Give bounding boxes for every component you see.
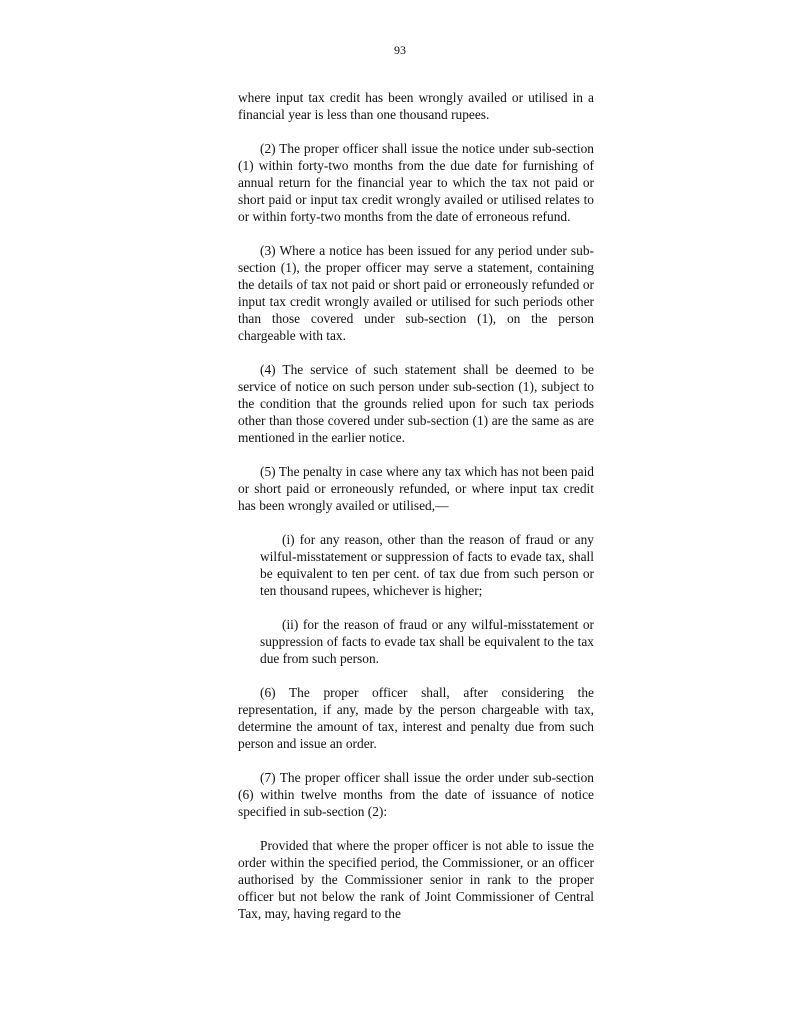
paragraph-subsection-5: (5) The penalty in case where any tax which has not been paid or short paid or erroneously refunded, or where input tax credit has been wrongly availed or utilised,— bbox=[238, 464, 594, 513]
paragraph-subsection-2: (2) The proper officer shall issue the notice under sub-section (1) within forty-two months from the due date for furnishing of annual return for the financial year to which the tax not paid or short paid or input tax credit wrongly availed or utilised relates to or within forty-two months from the date of erroneous refund. bbox=[238, 141, 594, 224]
paragraph-proviso: Provided that where the proper officer is not able to issue the order within the specified period, the Commissioner, or an officer authorised by the Commissioner senior in rank to the proper officer but not below the rank of Joint Commissioner of Central Tax, may, having regard to the bbox=[238, 838, 594, 921]
page-number: 93 bbox=[394, 43, 406, 57]
paragraph-subsection-4: (4) The service of such statement shall be deemed to be service of notice on such person under sub-section (1), subject to the condition that the grounds relied upon for such tax periods other than those covered under sub-section (1) are the same as are mentioned in the earlier notice. bbox=[238, 362, 594, 445]
paragraph-subsection-7: (7) The proper officer shall issue the order under sub-section (6) within twelve months from the date of issuance of notice specified in sub-section (2): bbox=[238, 770, 594, 819]
paragraph-subsection-3: (3) Where a notice has been issued for any period under sub-section (1), the proper officer may serve a statement, containing the details of tax not paid or short paid or erroneously refunded or input tax credit wrongly availed or utilised for such periods other than those covered under sub-section (1), on the person chargeable with tax. bbox=[238, 243, 594, 343]
document-body bbox=[238, 89, 594, 922]
paragraph-subsection-6: (6) The proper officer shall, after considering the representation, if any, made by the person chargeable with tax, determine the amount of tax, interest and penalty due from such person and issue an order. bbox=[238, 685, 594, 751]
clause-i: (i) for any reason, other than the reason of fraud or any wilful-misstatement or suppression of facts to evade tax, shall be equivalent to ten per cent. of tax due from such person or ten thousand rupees, whichever is higher; bbox=[260, 532, 594, 598]
clause-ii: (ii) for the reason of fraud or any wilful-misstatement or suppression of facts to evade tax shall be equivalent to the tax due from such person. bbox=[260, 617, 594, 666]
paragraph-continuation: where input tax credit has been wrongly availed or utilised in a financial year is less than one thousand rupees. bbox=[238, 90, 594, 122]
